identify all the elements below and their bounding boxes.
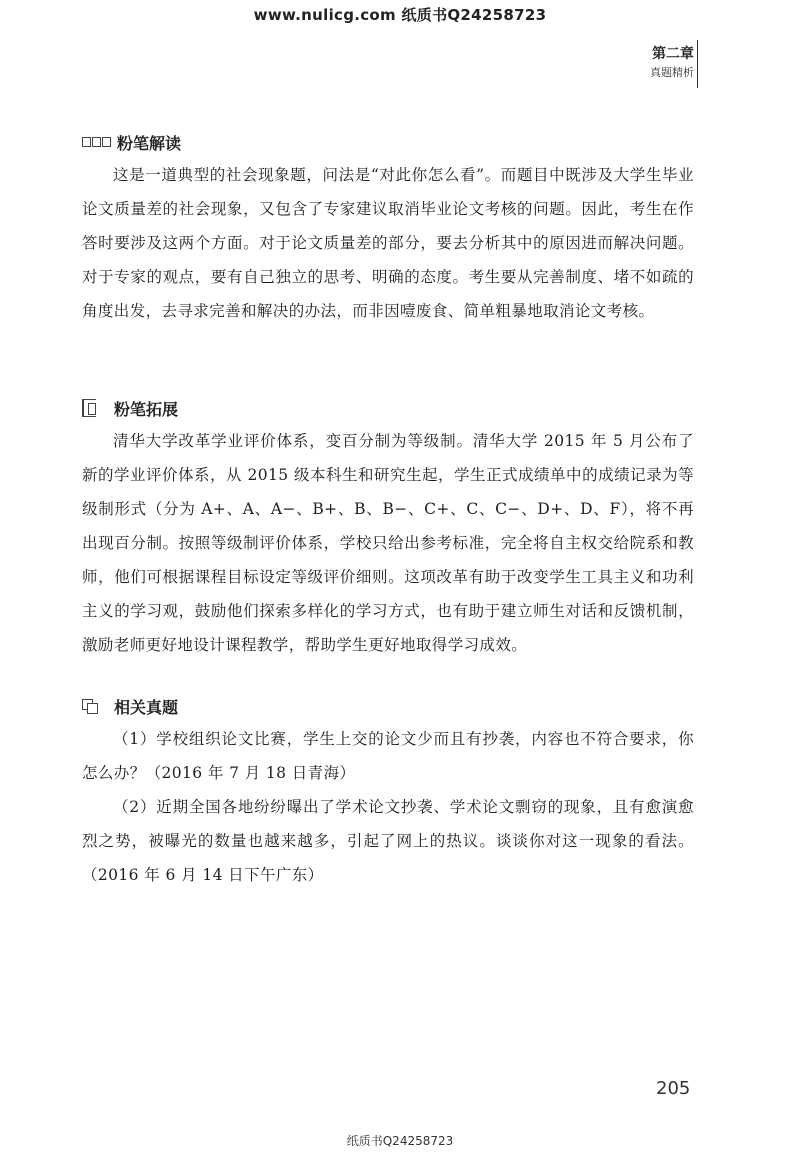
pages-icon xyxy=(82,699,98,713)
bottom-watermark: 纸质书Q24258723 xyxy=(346,1134,454,1148)
chapter-divider xyxy=(697,40,698,88)
top-watermark: www.nulicg.com 纸质书Q24258723 xyxy=(253,6,547,24)
chapter-header xyxy=(650,44,694,82)
chapter-title: 第二章 xyxy=(652,46,694,62)
related-question-2: （2）近期全国各地纷纷曝出了学术论文抄袭、学术论文剽窃的现象，且有愈演愈烈之势，被曝光的数量也越来越多，引起了网上的热议。谈谈你对这一现象的看法。（2016 年 6 月 14 日下午广东） xyxy=(82,798,694,884)
section-title-extension: 粉笔拓展 xyxy=(114,399,179,419)
page-number: 205 xyxy=(656,1078,691,1099)
section-title-analysis: 粉笔解读 xyxy=(117,133,182,153)
analysis-paragraph: 这是一道典型的社会现象题，问法是“对此你怎么看”。而题目中既涉及大学生毕业论文质量差的社会现象，又包含了专家建议取消毕业论文考核的问题。因此，考生在作答时要涉及这两个方面。对于论文质量差的部分，要去分析其中的原因进而解决问题。对于专家的观点，要有自己独立的思考、明确的态度。考生要从完善制度、堵不如疏的角度出发，去寻求完善和解决的办法，而非因噎废食、简单粗暴地取消论文考核。 xyxy=(82,166,694,320)
section-heading xyxy=(82,396,694,420)
triple-box-icon xyxy=(82,137,111,147)
section-related xyxy=(82,694,694,892)
section-extension xyxy=(82,396,694,662)
chapter-subtitle: 真题精析 xyxy=(650,66,694,79)
extension-paragraph: 清华大学改革学业评价体系，变百分制为等级制。清华大学 2015 年 5 月公布了新的学业评价体系，从 2015 级本科生和研究生起，学生正式成绩单中的成绩记录为等级制形式（分为 A+、A、A−、B+、B、B−、C+、C、C−、D+、D、F），将不再出现百分制。按照等级制评价体系，学校只给出参考标准，完全将自主权交给院系和教师，他们可根据课程目标设定等级评价细则。这项改革有助于改变学生工具主义和功利主义的学习观，鼓励他们探索多样化的学习方式，也有助于建立师生对话和反馈机制，激励老师更好地设计课程教学，帮助学生更好地取得学习成效。 xyxy=(82,432,694,654)
section-heading xyxy=(82,130,694,154)
section-title-related: 相关真题 xyxy=(114,697,179,717)
section-analysis xyxy=(82,130,694,328)
book-icon xyxy=(82,399,96,417)
related-question-1: （1）学校组织论文比赛，学生上交的论文少而且有抄袭，内容也不符合要求，你怎么办？（2016 年 7 月 18 日青海） xyxy=(82,730,694,782)
section-heading xyxy=(82,694,694,718)
